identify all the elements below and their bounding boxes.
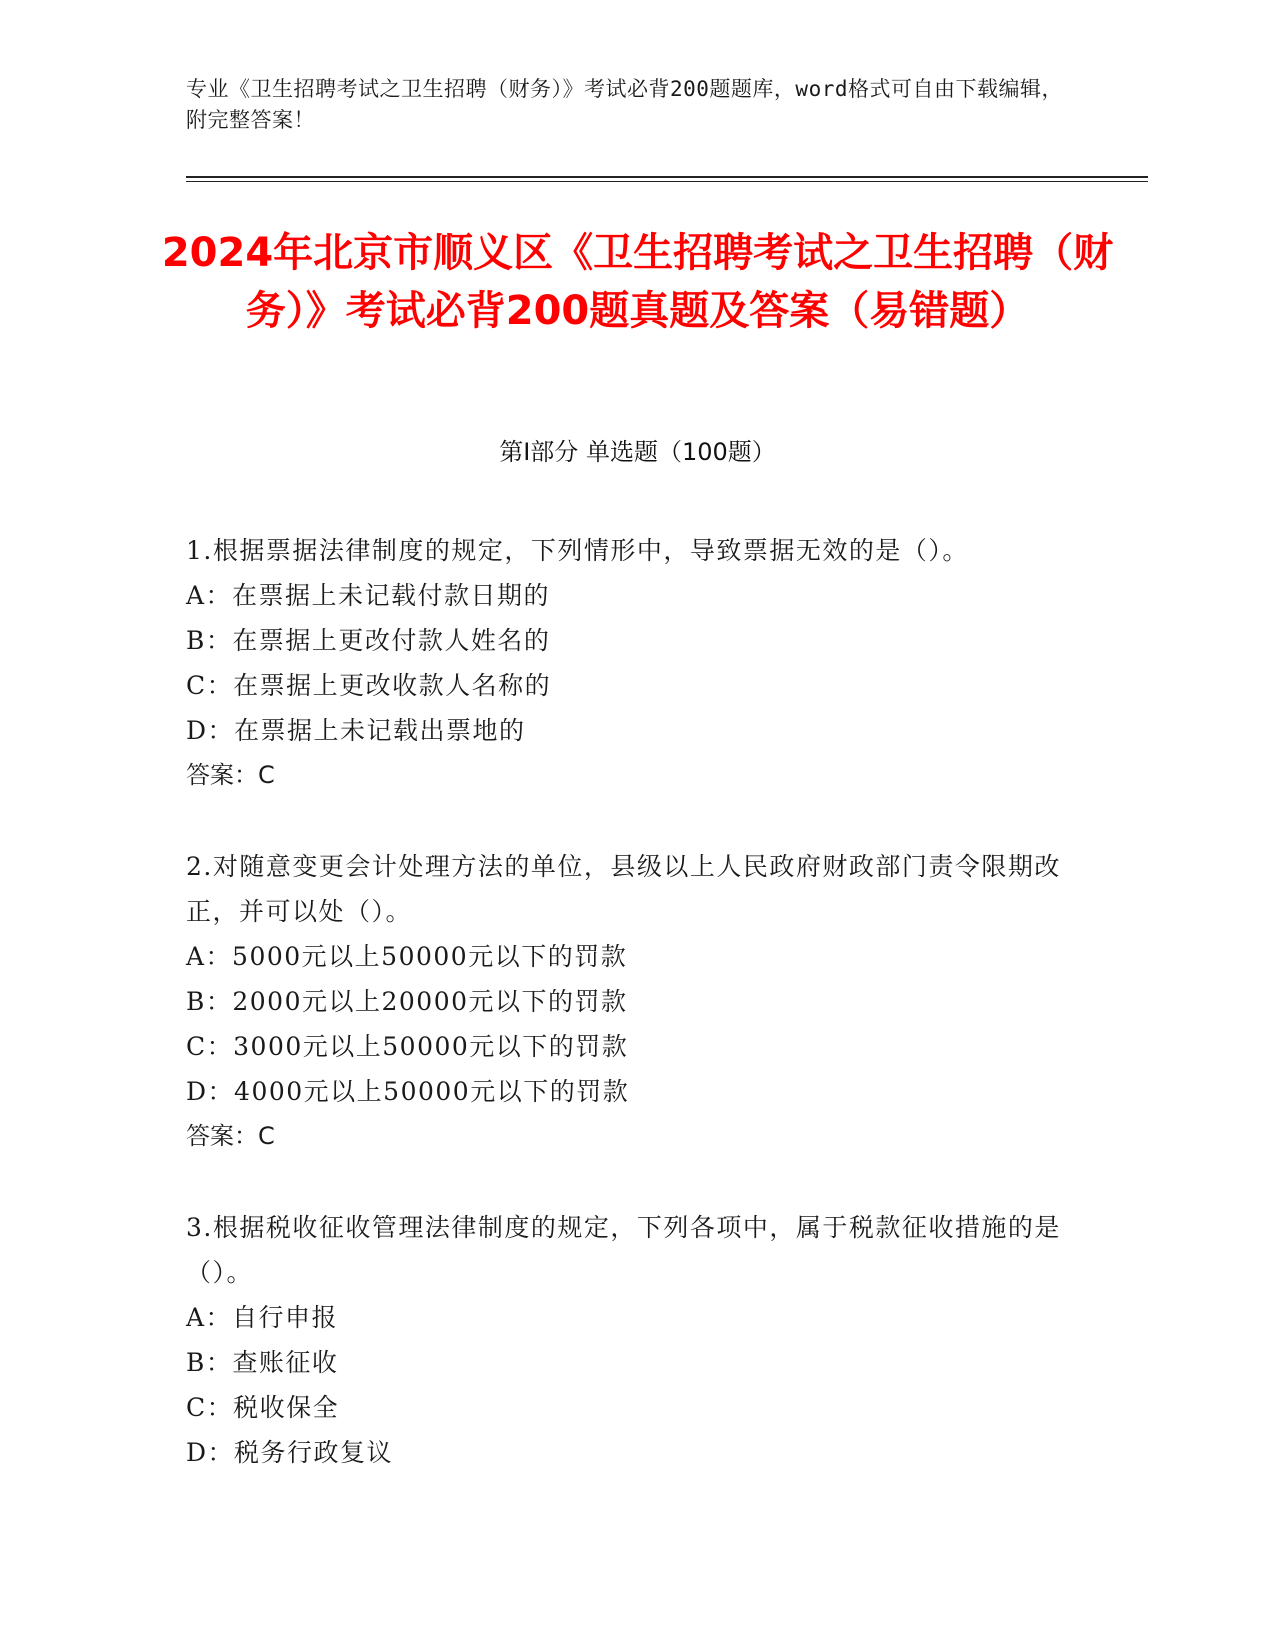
option-d: D：在票据上未记载出票地的 [186, 716, 526, 745]
option-b: B：查账征收 [186, 1348, 339, 1377]
section-title: 第I部分 单选题（100题） [499, 438, 776, 466]
option-a: A：自行申报 [186, 1303, 339, 1332]
option-c: C：在票据上更改收款人名称的 [186, 671, 552, 700]
option-a: A：5000元以上50000元以下的罚款 [186, 942, 628, 971]
question-2 [186, 844, 1076, 1159]
header-note: 专业《卫生招聘考试之卫生招聘（财务）》考试必背200题题库，word格式可自由下载编辑，附完整答案！ [186, 77, 1063, 132]
header-rule-thin [186, 181, 1148, 182]
document-title: 2024年北京市顺义区《卫生招聘考试之卫生招聘（财务）》考试必背200题真题及答案（易错题） [161, 230, 1114, 334]
answer: 答案：C [186, 1122, 275, 1150]
option-c: C：税收保全 [186, 1393, 340, 1422]
answer: 答案：C [186, 761, 275, 789]
question-text: 1.根据票据法律制度的规定，下列情形中，导致票据无效的是（）。 [186, 536, 969, 565]
question-1 [186, 528, 1076, 798]
option-c: C：3000元以上50000元以下的罚款 [186, 1032, 629, 1061]
option-b: B：2000元以上20000元以下的罚款 [186, 987, 628, 1016]
question-list [186, 528, 1076, 1521]
header-rule-thick [186, 176, 1148, 178]
question-text: 2.对随意变更会计处理方法的单位，县级以上人民政府财政部门责令限期改正，并可以处（）。 [186, 852, 1061, 926]
question-text: 3.根据税收征收管理法律制度的规定，下列各项中，属于税款征收措施的是（）。 [186, 1213, 1061, 1287]
option-a: A：在票据上未记载付款日期的 [186, 581, 551, 610]
option-d: D：税务行政复议 [186, 1438, 394, 1467]
option-d: D：4000元以上50000元以下的罚款 [186, 1077, 630, 1106]
option-b: B：在票据上更改付款人姓名的 [186, 626, 551, 655]
question-3 [186, 1205, 1076, 1475]
